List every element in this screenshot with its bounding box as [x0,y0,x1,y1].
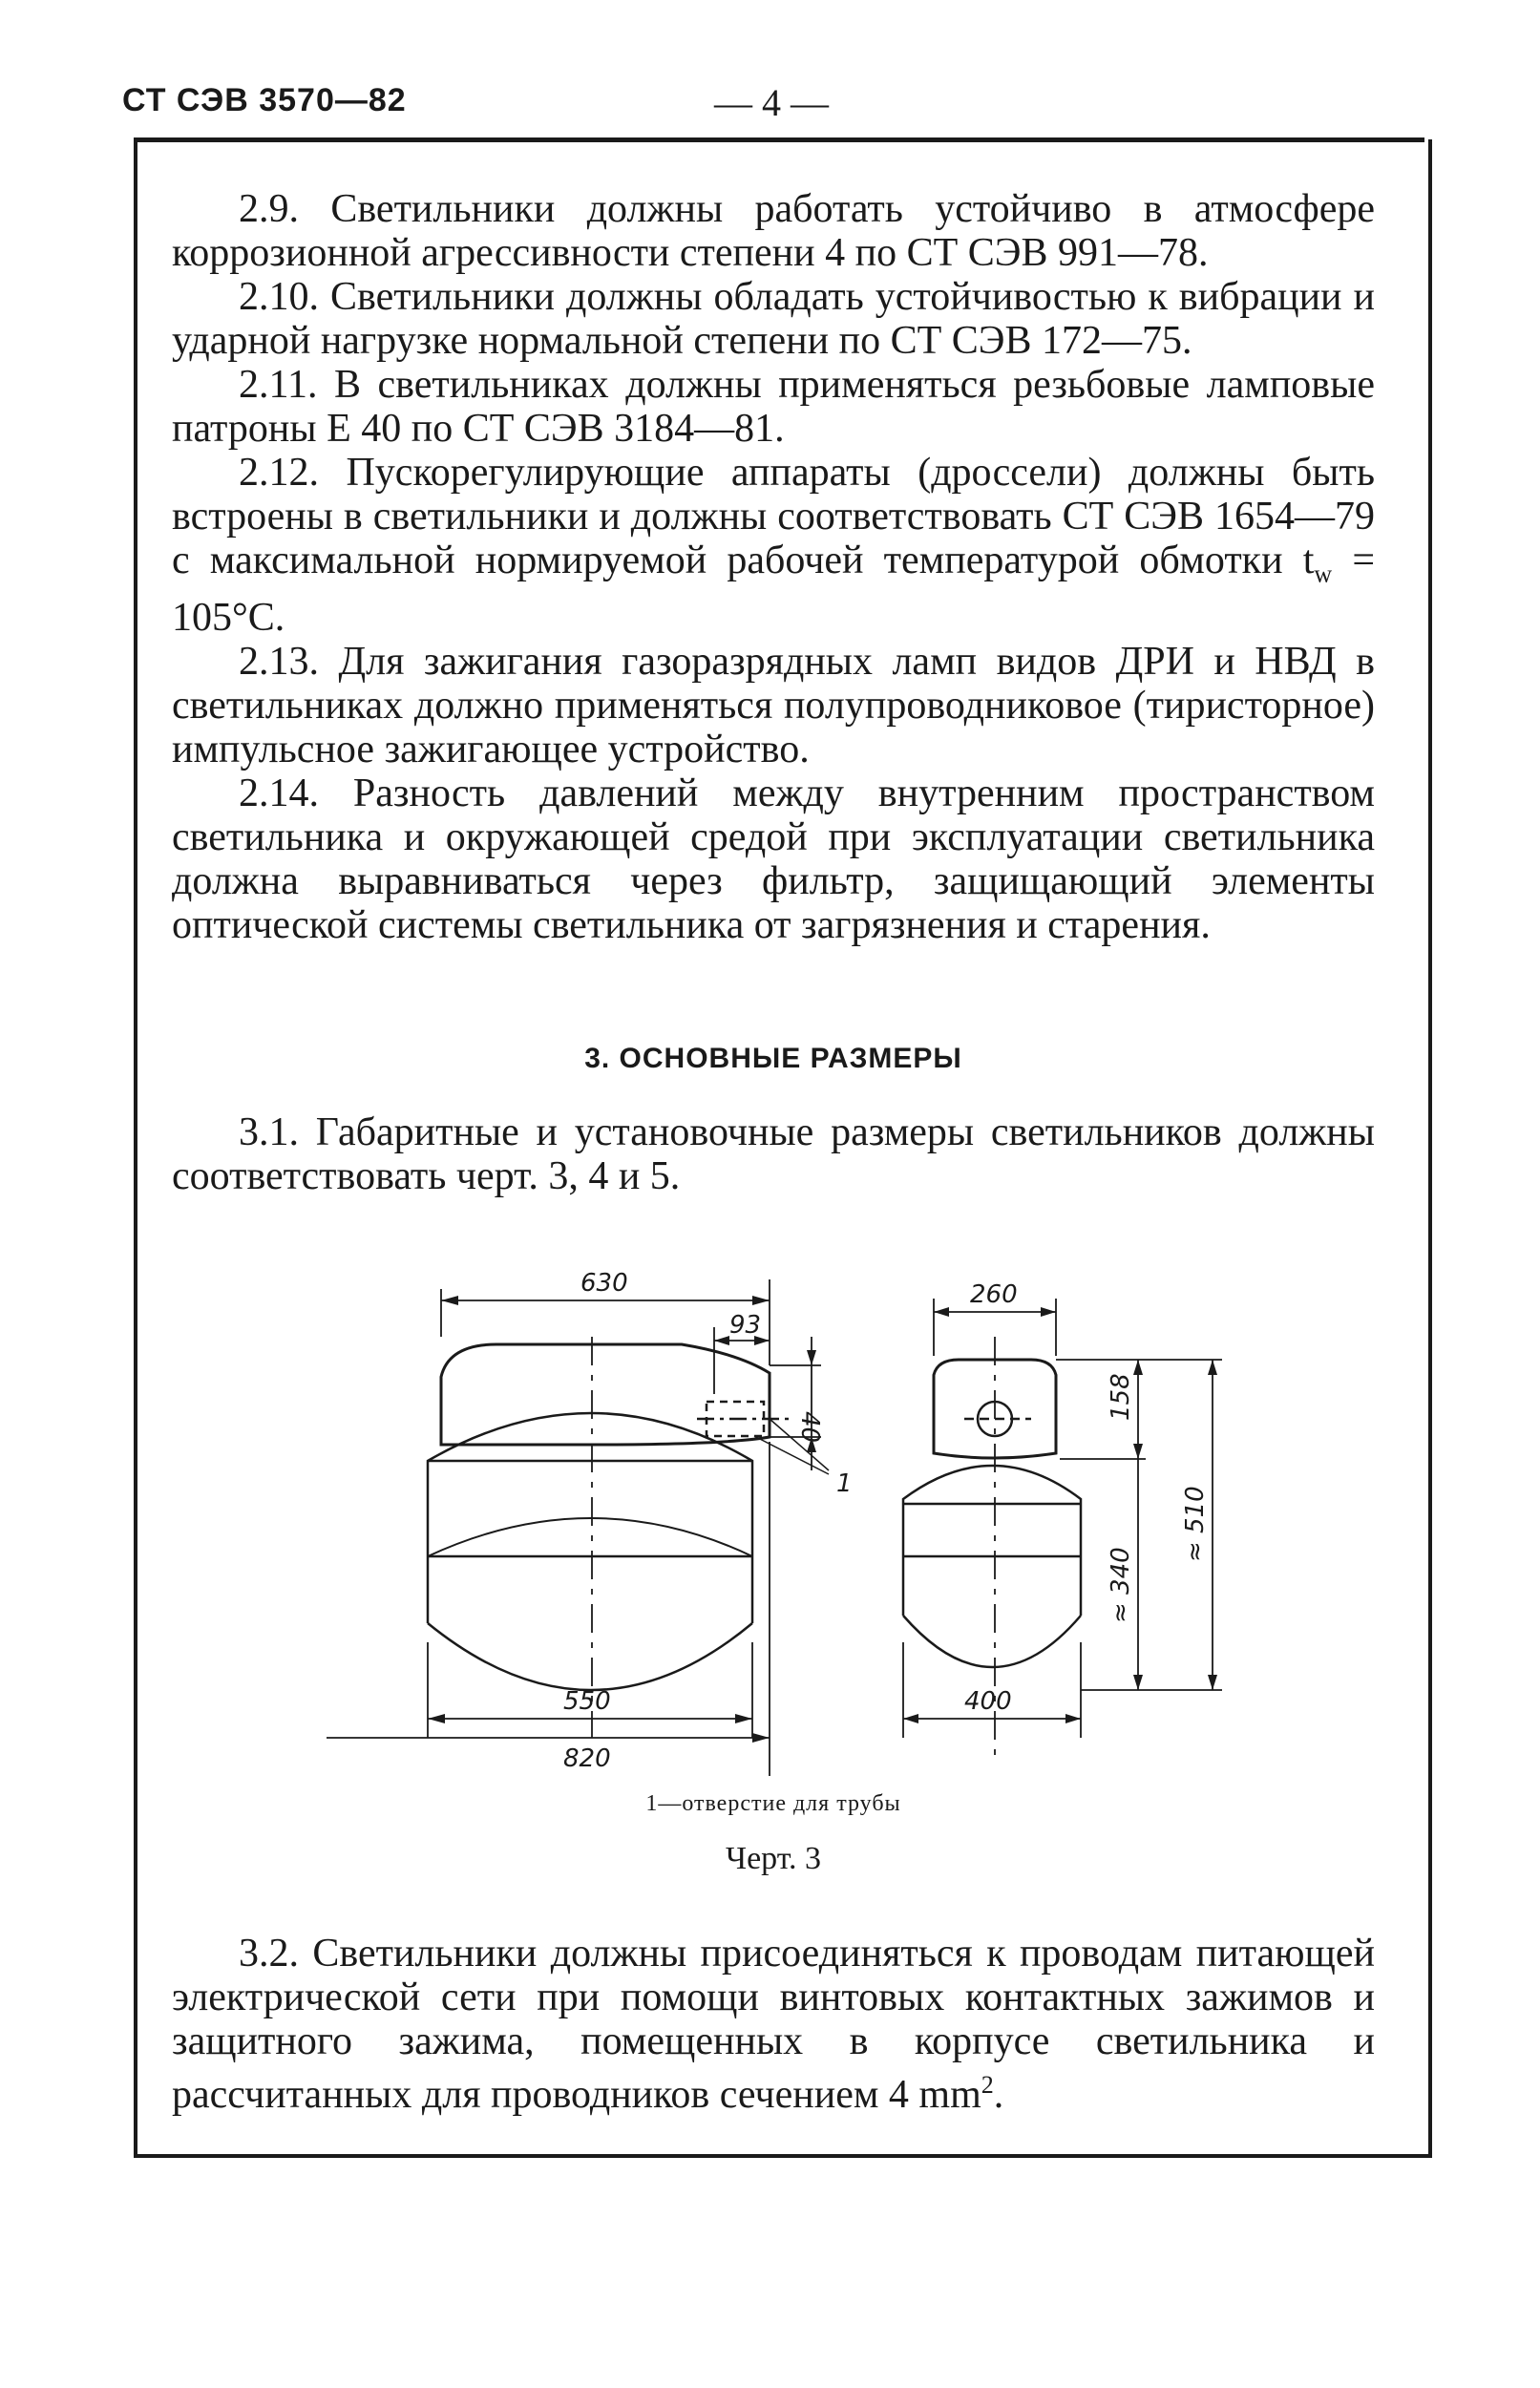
side-top-cover [441,1344,770,1445]
paragraph-3-2 [172,1932,1375,2117]
dim-550: 550 [563,1687,611,1716]
dim-93: 93 [729,1311,762,1340]
requirements-block [172,187,1375,947]
section-3-1 [172,1110,1375,1198]
figure-note: 1—отверстие для трубы [645,1791,901,1816]
paragraph-2-13: 2.13. Для зажигания газоразрядных ламп видов ДРИ и НВД в светильниках должно применяться полупроводниковое (тиристорное) импульсное зажигающее устройство. [172,640,1375,772]
paragraph-3-2-tail: . [993,2073,1004,2117]
temperature-subscript: w [1314,560,1333,588]
section-title: 3. ОСНОВНЫЕ РАЗМЕРЫ [584,1043,962,1074]
side-lens-curve [428,1518,752,1556]
document-code: СТ СЭВ 3570—82 [122,82,407,118]
dim-400: 400 [964,1687,1012,1716]
paragraph-2-14: 2.14. Разность давлений между внутренним пространством светильника и окружающей средой при эксплуатации светильника должна выравниваться через фильтр, защищающий элементы оптической системы светильника от загрязнения и старения. [172,771,1375,948]
paragraph-2-12 [172,451,1375,640]
dim-40: 40 [795,1411,824,1444]
figure-title: Черт. 3 [725,1841,822,1876]
dim-820: 820 [563,1744,611,1773]
page-number: — 4 — [714,81,829,124]
dim-340: ≈ 340 [1107,1547,1135,1623]
dim-510: ≈ 510 [1181,1486,1210,1562]
paragraph-3-1: 3.1. Габаритные и установочные размеры светильников должны соответствовать черт. 3, 4 и 5. [172,1110,1375,1198]
paragraph-2-10: 2.10. Светильники должны обладать устойчивостью к вибрации и ударной нагрузке нормальной степени по СТ СЭВ 172—75. [172,275,1375,363]
lamp-drawing [306,1241,1260,1776]
dim-158: 158 [1107,1373,1135,1421]
paragraph-2-9: 2.9. Светильники должны работать устойчиво в атмосфере коррозионной агрессивности степени 4 по СТ СЭВ 991—78. [172,187,1375,275]
paragraph-3-2-text: 3.2. Светильники должны присоединяться к проводам питающей электрической сети при помощи винтовых контактных зажимов и защитного зажима, помещенных в корпусе светильника и рассчитанных для проводников сечением 4 mm [172,1932,1375,2117]
front-diffuser-outline [903,1616,1081,1667]
mm2-superscript: 2 [981,2071,994,2099]
paragraph-2-12-text: 2.12. Пускорегулирующие аппараты (дроссели) должны быть встроены в светильники и должны соответствовать СТ СЭВ 1654—79 с максимальной нормируемой рабочей температурой обмотки t [172,451,1375,582]
paragraph-2-11: 2.11. В светильниках должны применяться резьбовые ламповые патроны Е 40 по СТ СЭВ 3184—81. [172,363,1375,451]
front-housing-outline [903,1466,1081,1616]
paragraph-2-12-tail: = 105°С. [172,539,1376,641]
section-3-2 [172,1932,1375,2117]
side-diffuser-outline [428,1623,752,1690]
callout-1: 1 [836,1469,853,1498]
page-header [122,82,1425,124]
dim-260: 260 [970,1280,1018,1309]
dim-630: 630 [580,1269,628,1298]
